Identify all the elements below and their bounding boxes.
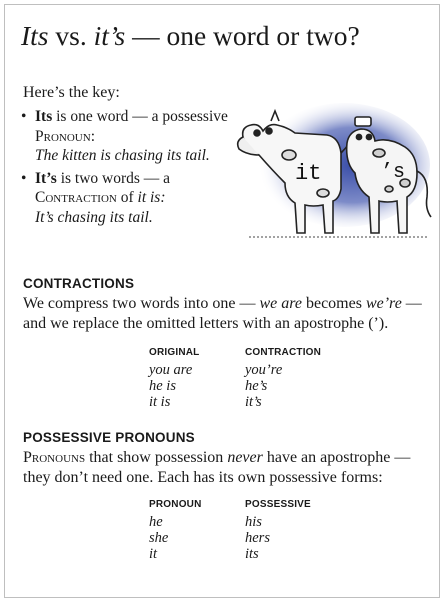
bullet-dot: •: [21, 108, 27, 125]
table-row: [149, 514, 311, 530]
para-term: Pronouns: [23, 449, 86, 466]
two-cartoon-cows-illustration: [229, 93, 435, 245]
table-row: [149, 546, 311, 562]
table-cell: hers: [245, 530, 270, 546]
title-rest: — one word or two?: [125, 20, 360, 51]
cow-label-apostrophe-s: ’s: [381, 161, 406, 184]
bullet-text-3: it is:: [137, 189, 166, 206]
table-header-row: [149, 499, 311, 514]
possessive-pronouns-heading: POSSESSIVE PRONOUNS: [23, 430, 195, 445]
table-cell: you are: [149, 362, 193, 378]
bullet-word: It’s: [35, 169, 57, 187]
page: [4, 4, 440, 598]
table-cell: he is: [149, 378, 176, 394]
bullet-dot: •: [21, 169, 27, 187]
title-vs: vs.: [48, 20, 94, 51]
para-text: — and we replace the omitted letters with an apostrophe (’).: [23, 295, 422, 332]
bullet-its: [19, 107, 259, 166]
contractions-paragraph: [23, 294, 427, 334]
bullet-text: is one word — a possessive: [52, 108, 228, 125]
bullet-text: is two words — a: [56, 169, 171, 187]
para-text: becomes: [301, 295, 366, 312]
bullet-example: The kitten is chasing its tail.: [35, 147, 210, 164]
table-cell: his: [245, 514, 262, 530]
contractions-table: [149, 347, 321, 410]
table-cell: you’re: [245, 362, 283, 378]
cow-label-it: it: [295, 161, 322, 186]
table-cell: it is: [149, 394, 171, 410]
para-emphasis: never: [227, 449, 263, 466]
table-row: [149, 362, 321, 378]
key-bullet-list: [19, 107, 259, 230]
column-header-pronoun: PRONOUN: [149, 499, 202, 510]
bullet-term: Contraction: [35, 189, 117, 206]
bullet-text-2: of: [116, 189, 138, 206]
bullet-term: Pronoun: [35, 127, 91, 145]
bullet-its-contraction: [19, 169, 259, 228]
para-text: We compress two words into one —: [23, 295, 260, 312]
column-header-possessive: POSSESSIVE: [245, 499, 311, 510]
table-cell: she: [149, 530, 169, 546]
table-row: [149, 378, 321, 394]
table-cell: he: [149, 514, 163, 530]
title-its-apostrophe: it’s: [93, 20, 126, 51]
table-cell: it: [149, 546, 158, 562]
table-cell: its: [245, 546, 259, 562]
key-intro: Here’s the key:: [23, 84, 120, 101]
possessive-pronouns-table: [149, 499, 311, 562]
table-cell: he’s: [245, 378, 268, 394]
table-header-row: [149, 347, 321, 362]
para-text: that show possession: [85, 449, 228, 466]
para-example: we’re: [365, 295, 402, 312]
table-row: [149, 394, 321, 410]
table-cell: it’s: [245, 394, 262, 410]
title-its: Its: [21, 20, 49, 51]
bullet-example: It’s chasing its tail.: [35, 208, 153, 226]
bullet-word: Its: [35, 108, 53, 125]
table-row: [149, 530, 311, 546]
possessive-pronouns-paragraph: [23, 448, 427, 488]
para-text: have an apostrophe — they don’t need one. Each has its own possessive forms:: [23, 449, 411, 486]
para-example: we are: [259, 295, 302, 312]
bullet-text-2: :: [90, 127, 95, 145]
column-header-original: ORIGINAL: [149, 347, 200, 358]
page-title: [21, 19, 431, 53]
column-header-contraction: CONTRACTION: [245, 347, 322, 358]
contractions-heading: CONTRACTIONS: [23, 276, 135, 291]
